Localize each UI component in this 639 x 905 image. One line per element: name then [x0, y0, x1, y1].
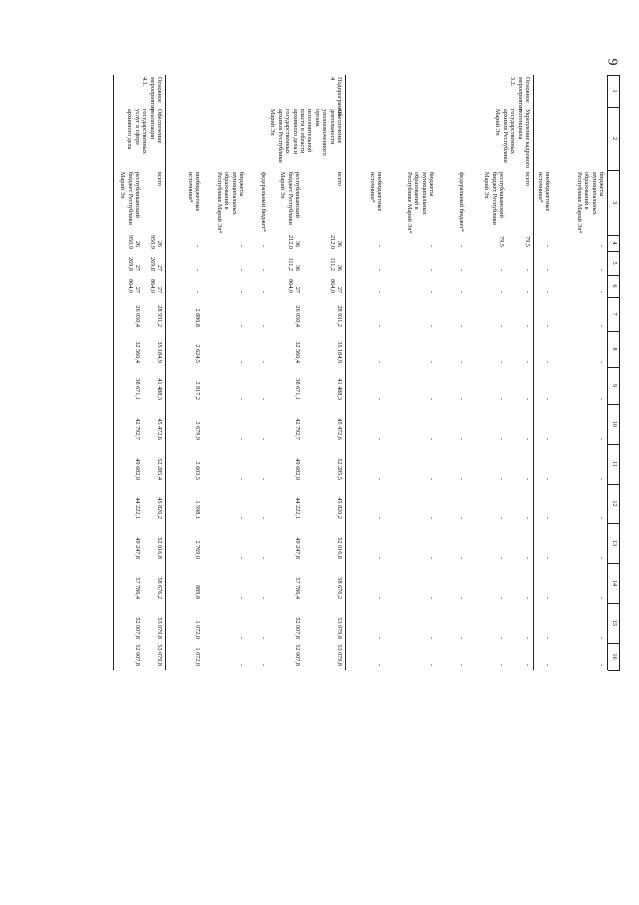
table-cell: 53 079,8 — [336, 617, 343, 639]
table-cell: - — [544, 477, 551, 480]
table-cell: - — [458, 556, 465, 559]
table-cell: - — [598, 268, 605, 271]
header-number: 4 — [611, 241, 618, 245]
table-cell: 38 671,1 — [294, 378, 301, 400]
table-cell: 32 560,4 — [134, 341, 141, 363]
table-cell: - — [260, 596, 267, 599]
table-cell: - — [458, 477, 465, 480]
table-cell: - — [458, 516, 465, 519]
row-funding-source: республиканский бюджет Республики Марий Эл — [483, 172, 505, 225]
table-cell: 1 072,0 — [194, 620, 201, 639]
table-cell: - — [260, 360, 267, 363]
header-number: 14 — [611, 579, 618, 587]
table-cell: - — [458, 360, 465, 363]
table-cell: - — [498, 663, 505, 666]
table-cell: - — [598, 437, 605, 440]
table-cell: 45 820,2 — [336, 497, 343, 519]
table-cell: 52 285,4 — [156, 458, 163, 480]
table-cell: - — [458, 244, 465, 247]
table-cell: - — [260, 268, 267, 271]
table-cell: - — [428, 516, 435, 519]
table-cell: - — [260, 290, 267, 293]
table-cell: - — [458, 596, 465, 599]
row-program-code: Подпрограмма 4 — [328, 77, 343, 116]
row-program-code — [386, 77, 435, 106]
table-cell: 27 864,0 — [148, 279, 163, 293]
table-cell: - — [544, 516, 551, 519]
table-cell: 27 864,0 — [286, 279, 301, 293]
table-cell: 26 050,4 — [294, 305, 301, 327]
header-number: 9 — [611, 383, 618, 388]
table-cell: - — [260, 516, 267, 519]
table-cell: - — [260, 244, 267, 247]
column-divider — [608, 367, 620, 368]
table-cell: - — [376, 268, 383, 271]
table-cell: - — [458, 636, 465, 639]
table-cell: - — [238, 397, 245, 400]
table-cell: - — [498, 360, 505, 363]
table-cell: - — [458, 397, 465, 400]
table-cell: - — [238, 324, 245, 327]
table-cell: - — [428, 244, 435, 247]
table-cell: - — [524, 477, 531, 480]
table-cell: - — [544, 636, 551, 639]
header-number: 2 — [611, 136, 618, 141]
table-cell: - — [260, 636, 267, 639]
table-cell: - — [524, 290, 531, 293]
table-cell: 27 269,8 — [148, 257, 163, 271]
table-cell: - — [458, 324, 465, 327]
table-cell: - — [376, 290, 383, 293]
table-cell: - — [598, 556, 605, 559]
table-cell: - — [238, 268, 245, 271]
table-cell: 28 931,2 — [156, 305, 163, 327]
row-funding-source: федеральный бюджет* — [458, 172, 465, 233]
row-funding-source: бюджеты муниципальных образований в Республике Марий Эл* — [405, 172, 435, 234]
table-cell: - — [428, 437, 435, 440]
table-cell: - — [238, 596, 245, 599]
table-cell: 52 285,5 — [336, 458, 343, 480]
table-cell: 41 488,3 — [336, 378, 343, 400]
table-cell: - — [524, 268, 531, 271]
table-cell: 32 560,4 — [294, 341, 301, 363]
table-cell: 45 820,2 — [156, 497, 163, 519]
row-funding-source: всего — [156, 172, 163, 186]
table-cell: - — [376, 437, 383, 440]
row-program-code: Основное мероприятие 4.1. — [141, 77, 163, 112]
table-cell: - — [524, 556, 531, 559]
table-cell: - — [544, 437, 551, 440]
table-cell: 2 769,0 — [194, 540, 201, 559]
table-cell: - — [524, 397, 531, 400]
table-cell: - — [498, 596, 505, 599]
table-cell: - — [428, 397, 435, 400]
table-cell: 2 880,8 — [194, 308, 201, 327]
table-cell: - — [238, 360, 245, 363]
table-cell: - — [376, 244, 383, 247]
table-cell: - — [524, 324, 531, 327]
table-cell: 53 079,8 — [156, 617, 163, 639]
table-cell: - — [498, 268, 505, 271]
table-cell: - — [458, 268, 465, 271]
table-cell: 79,5 — [498, 236, 505, 247]
table-cell: 27 269,8 — [126, 257, 141, 271]
table-cell: 49 247,8 — [294, 537, 301, 559]
table-cell: 36 212,0 — [328, 235, 343, 249]
table-cell: - — [428, 663, 435, 666]
table-cell: 49 247,8 — [134, 537, 141, 559]
table-cell: - — [598, 663, 605, 666]
row-funding-source: всего — [524, 172, 531, 186]
table-cell: 36 212,0 — [286, 235, 301, 249]
row-program-code — [270, 77, 301, 106]
header-number: 5 — [611, 261, 618, 265]
table-cell: 27 864,0 — [126, 279, 141, 293]
table-cell: - — [524, 437, 531, 440]
table-cell: - — [598, 244, 605, 247]
table-cell: 57 786,4 — [134, 577, 141, 599]
table-cell: 58 676,2 — [336, 577, 343, 599]
table-cell: - — [376, 397, 383, 400]
table-cell: - — [544, 556, 551, 559]
table-cell: 45 472,6 — [156, 418, 163, 440]
table-cell: - — [544, 663, 551, 666]
row-funding-source: внебюджетные источники* — [368, 172, 383, 212]
budget-table — [110, 75, 620, 855]
section-separator — [533, 75, 534, 670]
table-cell: - — [238, 516, 245, 519]
section-separator — [345, 75, 346, 670]
header-number: 6 — [611, 284, 618, 288]
row-funding-source: внебюджетные источники* — [186, 172, 201, 212]
column-divider — [608, 523, 620, 524]
table-cell: 35 184,9 — [156, 341, 163, 363]
column-divider — [608, 297, 620, 298]
header-number: 13 — [611, 539, 618, 547]
table-cell: - — [428, 324, 435, 327]
table-cell: - — [598, 636, 605, 639]
table-cell: - — [238, 556, 245, 559]
table-cell: - — [194, 268, 201, 271]
row-program-code — [248, 77, 267, 106]
column-divider — [608, 603, 620, 604]
header-separator — [607, 75, 608, 670]
page-number: 9 — [604, 58, 620, 66]
table-cell: 52 007,8 — [294, 617, 301, 639]
table-cell: 2 624,5 — [194, 344, 201, 363]
table-cell: - — [544, 596, 551, 599]
table-cell: - — [524, 663, 531, 666]
table-cell: - — [544, 268, 551, 271]
table-cell: 26 950,9 — [148, 235, 163, 249]
table-cell: - — [376, 556, 383, 559]
table-cell: - — [598, 290, 605, 293]
table-cell: - — [598, 477, 605, 480]
table-cell: - — [260, 397, 267, 400]
table-cell: - — [428, 596, 435, 599]
section-separator — [165, 75, 166, 670]
header-number: 15 — [611, 619, 618, 627]
column-divider — [608, 643, 620, 644]
table-cell: - — [260, 556, 267, 559]
row-funding-source: бюджеты муниципальных образований в Республике Марий Эл* — [215, 172, 245, 234]
table-cell: - — [428, 360, 435, 363]
column-divider — [608, 563, 620, 564]
table-cell: 35 184,9 — [336, 341, 343, 363]
row-program-code — [114, 77, 141, 106]
row-program-code: Основное мероприятие 3.2. — [509, 77, 531, 112]
table-cell: - — [524, 596, 531, 599]
table-cell: 58 676,2 — [156, 577, 163, 599]
table-cell: - — [194, 290, 201, 293]
row-program-code — [554, 77, 605, 106]
table-cell: - — [238, 477, 245, 480]
table-cell: - — [544, 244, 551, 247]
table-cell: - — [428, 477, 435, 480]
table-cell: 57 786,4 — [294, 577, 301, 599]
table-cell: 36 111,2 — [328, 257, 343, 271]
row-program-name: Обеспечение реализации государственных услуг в сфере архивного дела — [126, 109, 163, 154]
table-cell: 49 682,0 — [294, 458, 301, 480]
table-cell: - — [428, 290, 435, 293]
table-cell: 44 222,1 — [294, 497, 301, 519]
table-cell: 2 679,9 — [194, 421, 201, 440]
table-cell: 42 792,7 — [294, 418, 301, 440]
table-cell: - — [524, 636, 531, 639]
column-divider — [608, 235, 620, 236]
table-cell: 41 488,3 — [156, 378, 163, 400]
column-divider — [608, 75, 620, 76]
row-program-name: Укрепление кадрового потенциала государственных архивов Республики Марий Эл — [494, 109, 531, 169]
table-cell: - — [376, 360, 383, 363]
header-number: 11 — [611, 461, 618, 467]
table-cell: - — [238, 437, 245, 440]
table-cell: - — [498, 477, 505, 480]
table-cell: 52 007,8 — [134, 617, 141, 639]
table-cell: - — [458, 437, 465, 440]
table-cell: 52 007,8 — [134, 644, 141, 666]
table-cell: - — [524, 516, 531, 519]
table-cell: - — [428, 268, 435, 271]
header-number: 10 — [611, 420, 618, 428]
table-border-top — [619, 75, 620, 670]
table-cell: - — [598, 516, 605, 519]
table-cell: - — [260, 477, 267, 480]
table-cell: - — [376, 596, 383, 599]
row-funding-source: федеральный бюджет* — [260, 172, 267, 233]
column-divider — [608, 484, 620, 485]
table-cell: 1 072,0 — [194, 647, 201, 666]
table-cell: - — [458, 290, 465, 293]
table-cell: - — [194, 244, 201, 247]
row-program-name: Обеспечение деятельности уполномоченного органа исполнительной власти в области архивного дела и государственных архивов Республики Марий Эл — [269, 109, 343, 163]
row-program-code — [438, 77, 465, 106]
table-cell: - — [524, 360, 531, 363]
table-cell: - — [544, 324, 551, 327]
table-cell: - — [238, 244, 245, 247]
table-cell: - — [376, 477, 383, 480]
table-cell: 26 050,4 — [134, 305, 141, 327]
table-cell: 2 603,5 — [194, 461, 201, 480]
column-divider — [608, 251, 620, 252]
table-cell: 38 671,1 — [134, 378, 141, 400]
table-cell: - — [376, 636, 383, 639]
column-divider — [608, 170, 620, 171]
table-cell: - — [498, 556, 505, 559]
table-cell: 52 007,8 — [294, 644, 301, 666]
row-funding-source: республиканский бюджет Республики Марий Эл — [279, 172, 301, 225]
table-cell: - — [598, 596, 605, 599]
table-cell: 27 864,0 — [328, 279, 343, 293]
table-cell: 45 472,6 — [336, 418, 343, 440]
table-cell: - — [260, 663, 267, 666]
table-cell: 44 222,1 — [134, 497, 141, 519]
column-divider — [608, 444, 620, 445]
table-cell: - — [598, 397, 605, 400]
table-cell: 1 598,1 — [194, 500, 201, 519]
table-cell: - — [544, 360, 551, 363]
table-cell: 52 016,8 — [156, 537, 163, 559]
table-cell: 52 016,8 — [336, 537, 343, 559]
header-number: 1 — [611, 89, 618, 93]
table-cell: - — [498, 437, 505, 440]
table-cell: - — [238, 290, 245, 293]
table-cell: - — [376, 516, 383, 519]
row-program-code — [534, 77, 551, 106]
table-cell: - — [260, 437, 267, 440]
row-funding-source: всего — [336, 172, 343, 186]
row-program-code — [204, 77, 245, 106]
row-program-code — [166, 77, 201, 106]
table-cell: 26 950,9 — [126, 235, 141, 249]
table-cell: - — [428, 636, 435, 639]
table-cell: - — [498, 397, 505, 400]
table-cell: 49 682,0 — [134, 458, 141, 480]
column-divider — [608, 275, 620, 276]
column-divider — [608, 404, 620, 405]
table-cell: - — [238, 636, 245, 639]
table-cell: 53 079,8 — [156, 644, 163, 666]
table-cell: 28 931,2 — [336, 305, 343, 327]
table-cell: - — [458, 663, 465, 666]
table-cell: - — [260, 324, 267, 327]
table-cell: 36 111,2 — [286, 257, 301, 271]
row-funding-source: внебюджетные источники* — [536, 172, 551, 212]
table-cell: - — [498, 516, 505, 519]
table-cell: - — [544, 290, 551, 293]
row-program-code — [346, 77, 383, 106]
row-funding-source: республиканский бюджет Республики Марий Эл — [119, 172, 141, 225]
row-program-code — [468, 77, 505, 106]
header-number: 16 — [611, 653, 618, 660]
header-number: 12 — [611, 500, 618, 507]
table-cell: 79,5 — [524, 236, 531, 247]
header-number: 8 — [611, 347, 618, 351]
row-program-name — [51, 109, 141, 169]
header-number: 7 — [611, 312, 618, 316]
table-cell: 42 792,7 — [134, 418, 141, 440]
column-divider — [608, 107, 620, 108]
column-divider — [608, 331, 620, 332]
table-cell: - — [598, 324, 605, 327]
table-cell: - — [498, 324, 505, 327]
header-number: 3 — [611, 200, 618, 205]
table-cell: 889,8 — [194, 585, 201, 599]
table-cell: - — [598, 360, 605, 363]
table-cell: - — [376, 324, 383, 327]
column-divider — [608, 670, 620, 671]
table-cell: - — [376, 663, 383, 666]
table-cell: 53 079,8 — [336, 644, 343, 666]
table-cell: - — [544, 397, 551, 400]
table-cell: - — [428, 556, 435, 559]
table-cell: 2 817,2 — [194, 381, 201, 400]
table-cell: - — [498, 636, 505, 639]
table-cell: - — [498, 290, 505, 293]
table-cell: - — [238, 663, 245, 666]
row-funding-source: бюджеты муниципальных образований в Республике Марий Эл* — [575, 172, 605, 234]
